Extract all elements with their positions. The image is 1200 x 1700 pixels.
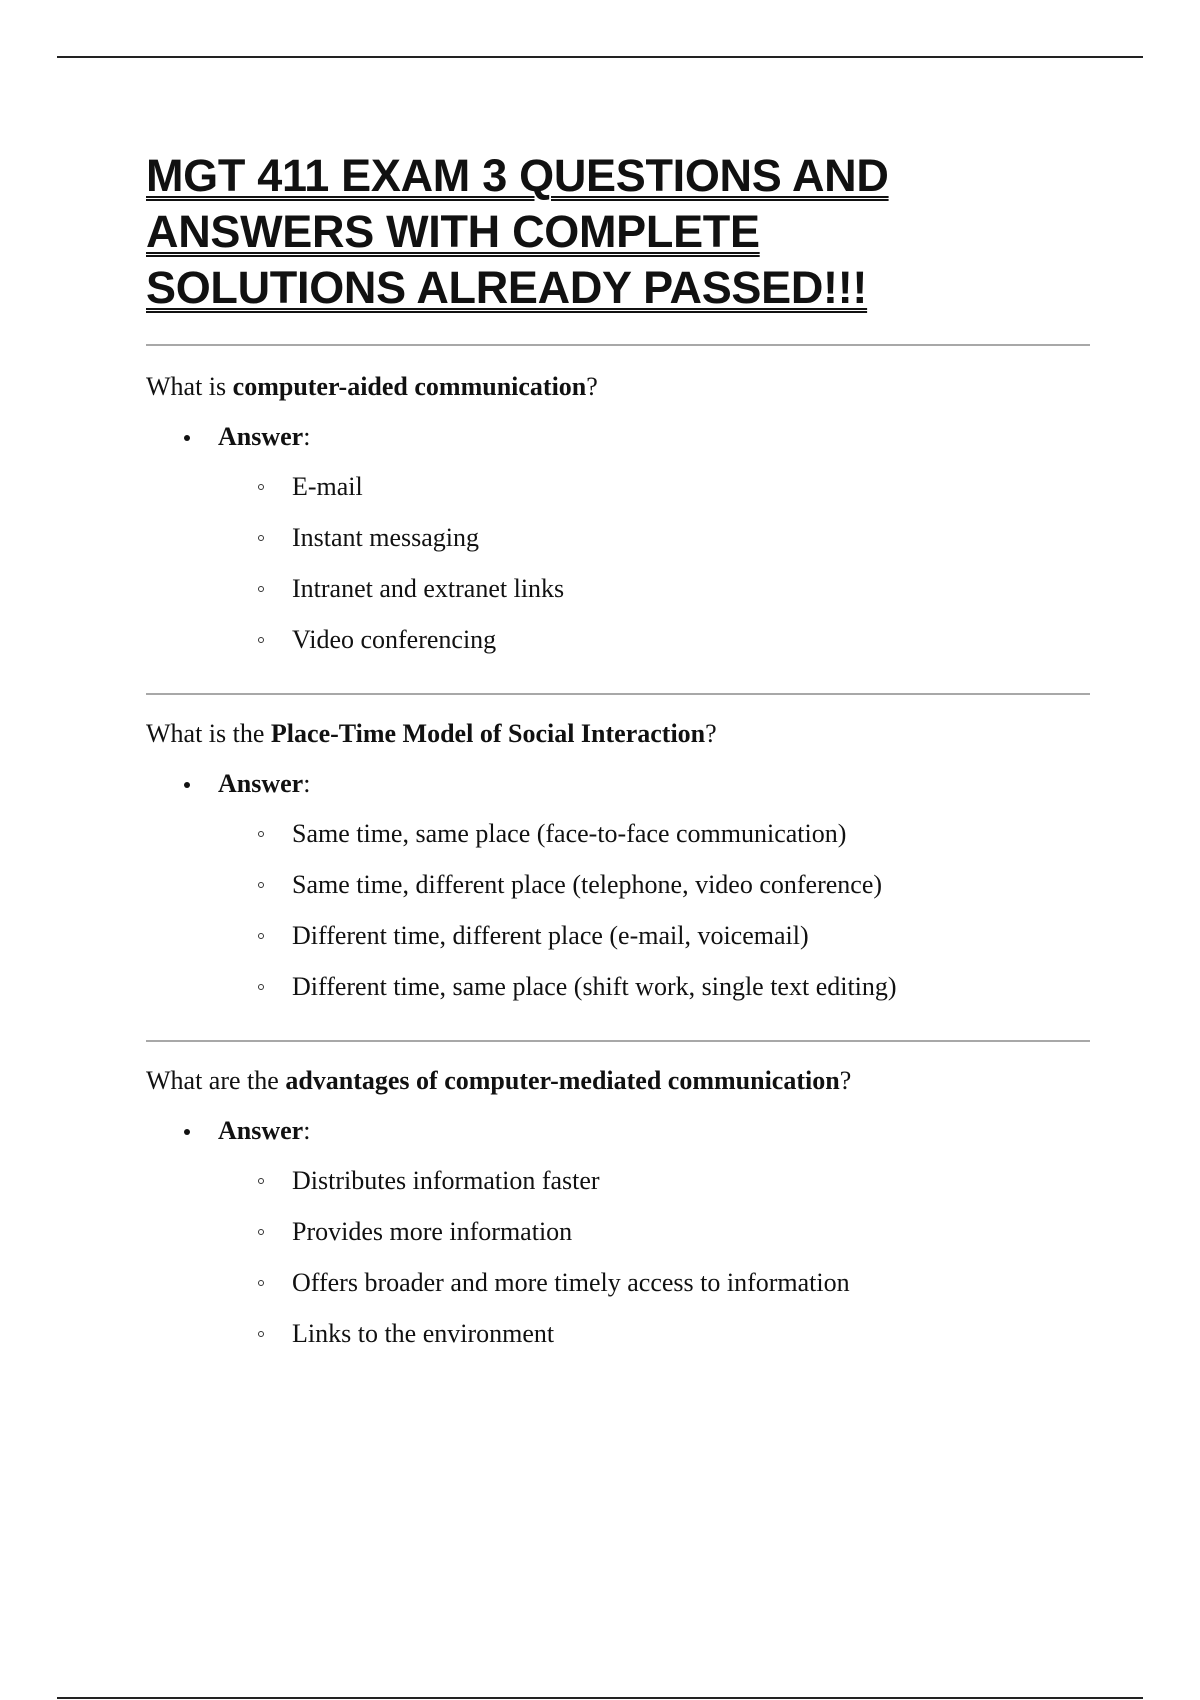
answer-list [146, 470, 1090, 657]
circle-bullet-icon [258, 1229, 264, 1235]
title-line-1: MGT 411 EXAM 3 QUESTIONS AND [146, 150, 889, 201]
question-3-topic: advantages of computer-mediated communication [285, 1066, 840, 1095]
question-1: What is computer-aided communication? [146, 372, 598, 401]
list-item: Different time, same place (shift work, single text editing) [292, 970, 1090, 1004]
circle-bullet-icon [258, 882, 264, 888]
qa-section-2 [146, 717, 1090, 1004]
page-bottom-rule [57, 1697, 1143, 1699]
bullet-dot-icon [184, 435, 190, 441]
list-item: Intranet and extranet links [292, 572, 1090, 606]
list-item: Provides more information [292, 1215, 1090, 1249]
circle-bullet-icon [258, 984, 264, 990]
document-body [146, 148, 1090, 1351]
list-item: E-mail [292, 470, 1090, 504]
answer-list [146, 817, 1090, 1004]
list-item: Links to the environment [292, 1317, 1090, 1351]
answer-heading: Answer: [218, 767, 1090, 801]
circle-bullet-icon [258, 484, 264, 490]
circle-bullet-icon [258, 1178, 264, 1184]
list-item: Same time, different place (telephone, video conference) [292, 868, 1090, 902]
answer-heading: Answer: [218, 1114, 1090, 1148]
qa-section-1 [146, 370, 1090, 657]
list-item: Different time, different place (e-mail, voicemail) [292, 919, 1090, 953]
list-item: Video conferencing [292, 623, 1090, 657]
section-divider [146, 1040, 1090, 1042]
list-item: Distributes information faster [292, 1164, 1090, 1198]
answer-heading: Answer: [218, 420, 1090, 454]
circle-bullet-icon [258, 933, 264, 939]
circle-bullet-icon [258, 637, 264, 643]
qa-section-3 [146, 1064, 1090, 1351]
title-line-3: SOLUTIONS ALREADY PASSED!!! [146, 262, 868, 313]
circle-bullet-icon [258, 831, 264, 837]
circle-bullet-icon [258, 1280, 264, 1286]
section-divider [146, 693, 1090, 695]
bullet-dot-icon [184, 782, 190, 788]
title-line-2: ANSWERS WITH COMPLETE [146, 206, 760, 257]
list-item: Instant messaging [292, 521, 1090, 555]
list-item: Same time, same place (face-to-face communication) [292, 817, 1090, 851]
question-1-topic: computer-aided communication [232, 372, 587, 401]
circle-bullet-icon [258, 1331, 264, 1337]
section-divider [146, 344, 1090, 346]
circle-bullet-icon [258, 586, 264, 592]
question-2-topic: Place-Time Model of Social Interaction [270, 719, 706, 748]
question-2: What is the Place-Time Model of Social Interaction? [146, 719, 717, 748]
bullet-dot-icon [184, 1129, 190, 1135]
list-item: Offers broader and more timely access to information [292, 1266, 1090, 1300]
page-top-rule [57, 56, 1143, 58]
circle-bullet-icon [258, 535, 264, 541]
question-3: What are the advantages of computer-mediated communication? [146, 1066, 852, 1095]
answer-list [146, 1164, 1090, 1351]
document-title [146, 148, 1090, 316]
